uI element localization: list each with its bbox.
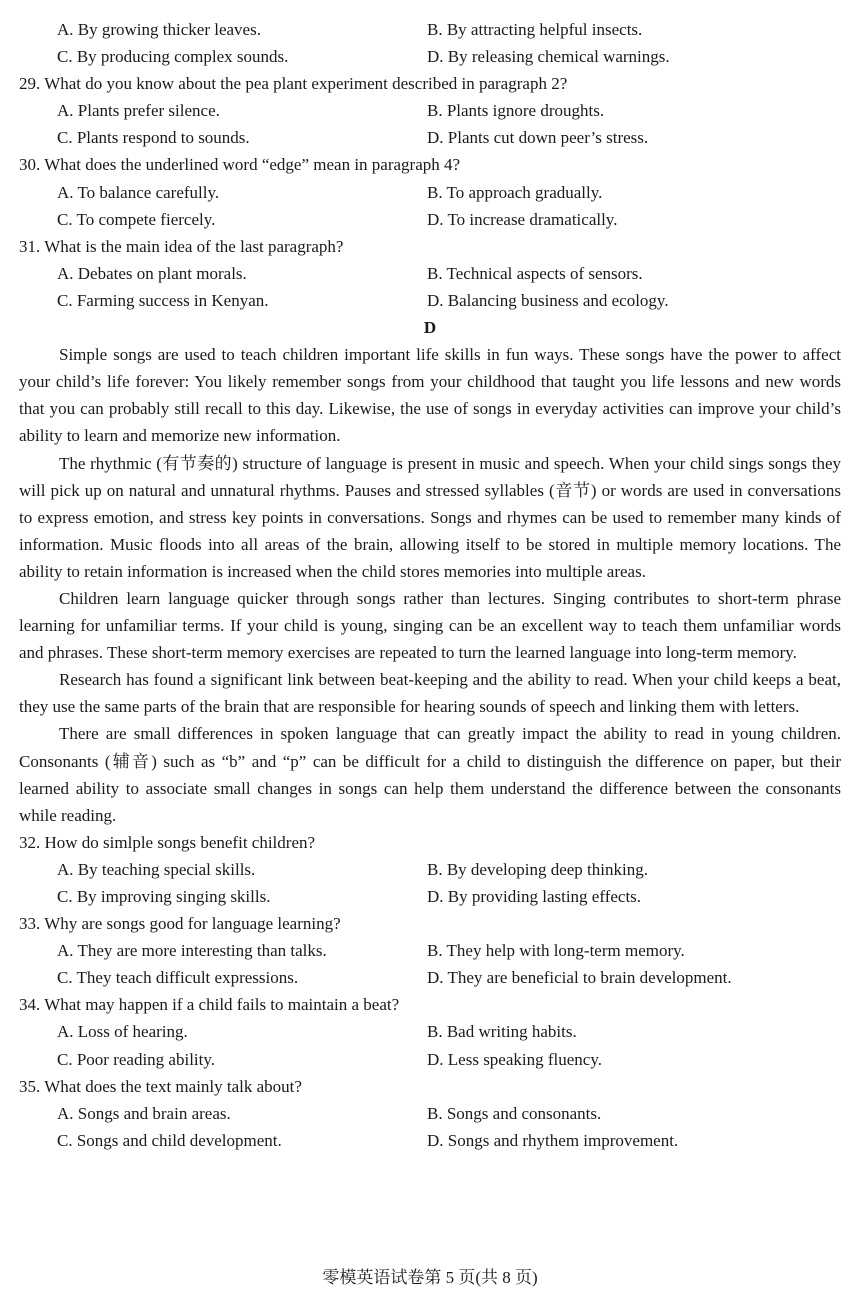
q35-option-d: D. Songs and rhythem improvement.: [427, 1130, 679, 1150]
q29-stem: 29. What do you know about the pea plant experiment described in paragraph 2?: [19, 74, 568, 94]
q30-option-c: C. To compete fiercely.: [57, 209, 216, 229]
q31-stem: 31. What is the main idea of the last paragraph?: [19, 236, 344, 256]
q29-option-a: A. Plants prefer silence.: [57, 101, 220, 121]
q34-option-b: B. Bad writing habits.: [427, 1022, 577, 1042]
q32-option-b: B. By developing deep thinking.: [427, 859, 648, 879]
q29-options-row-1: [19, 97, 841, 124]
passage-paragraph-5: There are small differences in spoken language that can greatly impact the ability to read in young children. Consonants (辅音) such as “b” and “p” can be difficult for a child to distinguish the difference on paper, but their learned ability to associate small changes in songs can help them understand the difference between the consonants while reading.: [19, 724, 841, 825]
q31-option-a: A. Debates on plant morals.: [57, 263, 247, 283]
q35-option-a: A. Songs and brain areas.: [57, 1103, 231, 1123]
q31-options-row-1: [19, 260, 841, 287]
q35-option-c: C. Songs and child development.: [57, 1130, 282, 1150]
q28-option-d: D. By releasing chemical warnings.: [427, 47, 670, 67]
passage-paragraph-1: Simple songs are used to teach children important life skills in fun ways. These songs have the power to affect your child’s life forever: You likely remember songs from your childhood that taught you life lessons and new words that you can probably still recall to this day. Likewise, the use of songs in everyday activities can improve your child’s ability to learn and memorize new information.: [19, 345, 841, 446]
q33-options-row-2: [19, 964, 841, 991]
q31-option-c: C. Farming success in Kenyan.: [57, 290, 269, 310]
q32-option-a: A. By teaching special skills.: [57, 859, 256, 879]
q28-option-a: A. By growing thicker leaves.: [57, 20, 261, 39]
q31-option-b: B. Technical aspects of sensors.: [427, 263, 643, 283]
passage-paragraph-2: The rhythmic (有节奏的) structure of language is present in music and speech. When your child sings songs they will pick up on natural and unnatural rhythms. Pauses and stressed syllables (音节) or words are used in conversations to express emotion, and stress key points in conversations. Songs and rhymes can be used to remember many kinds of information. Music floods into all areas of the brain, allowing itself to be stored in multiple memory locations. The ability to retain information is increased when the child stores memories into multiple areas.: [19, 453, 841, 581]
q29-option-b: B. Plants ignore droughts.: [427, 101, 605, 121]
q28-options-row-2: [19, 43, 841, 70]
q31-options-row-2: [19, 287, 841, 314]
q33-stem: 33. Why are songs good for language learning?: [19, 914, 341, 934]
q34-option-a: A. Loss of hearing.: [57, 1022, 188, 1042]
q30-options-row-1: [19, 179, 841, 206]
q34-option-c: C. Poor reading ability.: [57, 1049, 216, 1069]
q31-option-d: D. Balancing business and ecology.: [427, 290, 669, 310]
q34-stem: 34. What may happen if a child fails to maintain a beat?: [19, 995, 400, 1015]
section-heading-d: D: [423, 318, 437, 338]
q35-option-b: B. Songs and consonants.: [427, 1103, 602, 1123]
q33-options-row-1: [19, 937, 841, 964]
q30-options-row-2: [19, 206, 841, 233]
q33-option-b: B. They help with long-term memory.: [427, 941, 685, 961]
q32-option-d: D. By providing lasting effects.: [427, 887, 642, 906]
q34-options-row-1: [19, 1018, 841, 1045]
q28-option-b: B. By attracting helpful insects.: [427, 20, 643, 39]
q32-option-c: C. By improving singing skills.: [57, 887, 271, 906]
q32-options-row-1: [19, 856, 841, 883]
q32-options-row-2: [19, 883, 841, 910]
q32-stem: 32. How do simlple songs benefit children?: [19, 832, 316, 852]
passage-paragraph-4: Research has found a significant link between beat-keeping and the ability to read. When your child keeps a beat, they use the same parts of the brain that are responsible for hearing sounds of speech and linking them with letters.: [19, 670, 841, 717]
q35-options-row-1: [19, 1100, 841, 1127]
q29-option-d: D. Plants cut down peer’s stress.: [427, 128, 649, 148]
q30-option-a: A. To balance carefully.: [57, 182, 220, 202]
q33-option-c: C. They teach difficult expressions.: [57, 968, 299, 988]
q29-option-c: C. Plants respond to sounds.: [57, 128, 250, 148]
page-footer: 零模英语试卷第 5 页(共 8 页): [322, 1268, 538, 1287]
q30-stem: 30. What does the underlined word “edge” mean in paragraph 4?: [19, 155, 461, 175]
q33-option-d: D. They are beneficial to brain development.: [427, 968, 732, 988]
q30-option-b: B. To approach gradually.: [427, 182, 603, 202]
q28-option-c: C. By producing complex sounds.: [57, 47, 289, 67]
q35-options-row-2: [19, 1127, 841, 1154]
q34-options-row-2: [19, 1046, 841, 1073]
q35-stem: 35. What does the text mainly talk about?: [19, 1076, 302, 1096]
q30-option-d: D. To increase dramatically.: [427, 209, 618, 229]
q28-options-row-1: [19, 16, 841, 43]
passage-paragraph-3: Children learn language quicker through songs rather than lectures. Singing contributes to short-term phrase learning for unfamiliar terms. If your child is young, singing can be an excellent way to teach them unfamiliar words and phrases. These short-term memory exercises are repeated to turn the learned language into long-term memory.: [19, 588, 841, 663]
q33-option-a: A. They are more interesting than talks.: [57, 941, 327, 961]
q34-option-d: D. Less speaking fluency.: [427, 1049, 602, 1069]
q29-options-row-2: [19, 124, 841, 151]
